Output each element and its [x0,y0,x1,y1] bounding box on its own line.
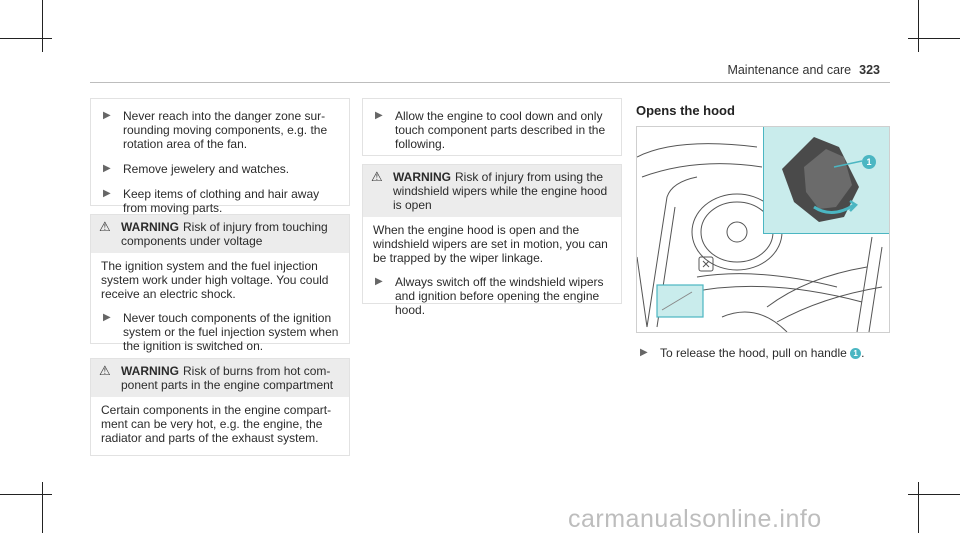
crop-mark [42,482,43,533]
watermark: carmanualsonline.info [568,505,822,533]
warning-title: Risk of injury from touching components under voltage [121,220,328,248]
crop-mark [0,38,52,39]
crop-mark [918,482,919,533]
handle-inset [763,127,890,234]
crop-mark [42,0,43,52]
list-item: ▶ Allow the engine to cool down and only touch component parts described in the following. [371,109,613,151]
arrow-right-icon: ▶ [103,110,111,121]
arrow-right-icon: ▶ [640,347,648,358]
hood-release-handle-drawing [764,127,890,233]
hood-illustration [636,126,890,333]
list-item: ▶ Always switch off the windshield wipers and ignition before opening the engine hood. [371,275,611,317]
page-number: 323 [859,63,880,77]
warning-triangle-icon: ⚠ [99,363,111,378]
list-item: ▶ Never reach into the danger zone surrounding moving components, e.g. the rotation area of the fan. [99,109,341,151]
callout-badge: 1 [862,155,876,169]
warning-title: Risk of burns from hot component parts in the engine compartment [121,364,334,392]
list-item: ▶ Keep items of clothing and hair away from moving parts. [99,187,341,215]
column-1 [90,98,350,456]
warning-body: The ignition system and the fuel injection system work under high voltage. You could receive an electric shock. ▶ Never touch components of the ignition system or the fuel injection system when the ignition is switched on. [101,259,339,353]
warning-box [90,358,350,456]
list-item: ▶ Remove jewelery and watches. [99,162,341,176]
instruction-step: ▶ To release the hood, pull on handle 1 . [636,346,890,360]
warning-header [363,165,621,217]
list-item: ▶ Never touch components of the ignition system or the fuel injection system when the ignition is switched on. [99,311,339,353]
column-2 [362,98,622,317]
crop-mark [918,0,919,52]
callout-badge: 1 [850,348,861,359]
bullet-box [90,98,350,215]
warning-label: WARNING [121,364,179,378]
warning-triangle-icon: ⚠ [99,219,111,234]
warning-title: Risk of injury from using the windshield wipers while the engine hood is open [393,170,608,212]
crop-mark [908,38,960,39]
bullet-box [362,98,622,156]
warning-body: Certain components in the engine compartment can be very hot, e.g. the engine, the radiator and parts of the exhaust system. [101,403,332,445]
page-header [727,63,880,77]
warning-label: WARNING [121,220,179,234]
arrow-right-icon: ▶ [103,188,111,199]
arrow-right-icon: ▶ [375,276,383,287]
crop-mark [908,494,960,495]
section-heading: Opens the hood [636,103,735,118]
warning-header [91,215,349,253]
arrow-right-icon: ▶ [103,312,111,323]
warning-box [90,214,350,353]
warning-triangle-icon: ⚠ [371,169,383,184]
warning-header [91,359,349,397]
header-divider [90,82,890,83]
warning-body: When the engine hood is open and the windshield wipers are set in motion, you can be trapped by the wiper linkage. ▶ Always switch off the windshield wipers and ignition before opening the engine hood. [363,217,621,317]
crop-mark [0,494,52,495]
section-title: Maintenance and care [727,63,852,77]
arrow-right-icon: ▶ [375,110,383,121]
arrow-right-icon: ▶ [103,163,111,174]
warning-label: WARNING [393,170,451,184]
warning-box [362,164,622,317]
